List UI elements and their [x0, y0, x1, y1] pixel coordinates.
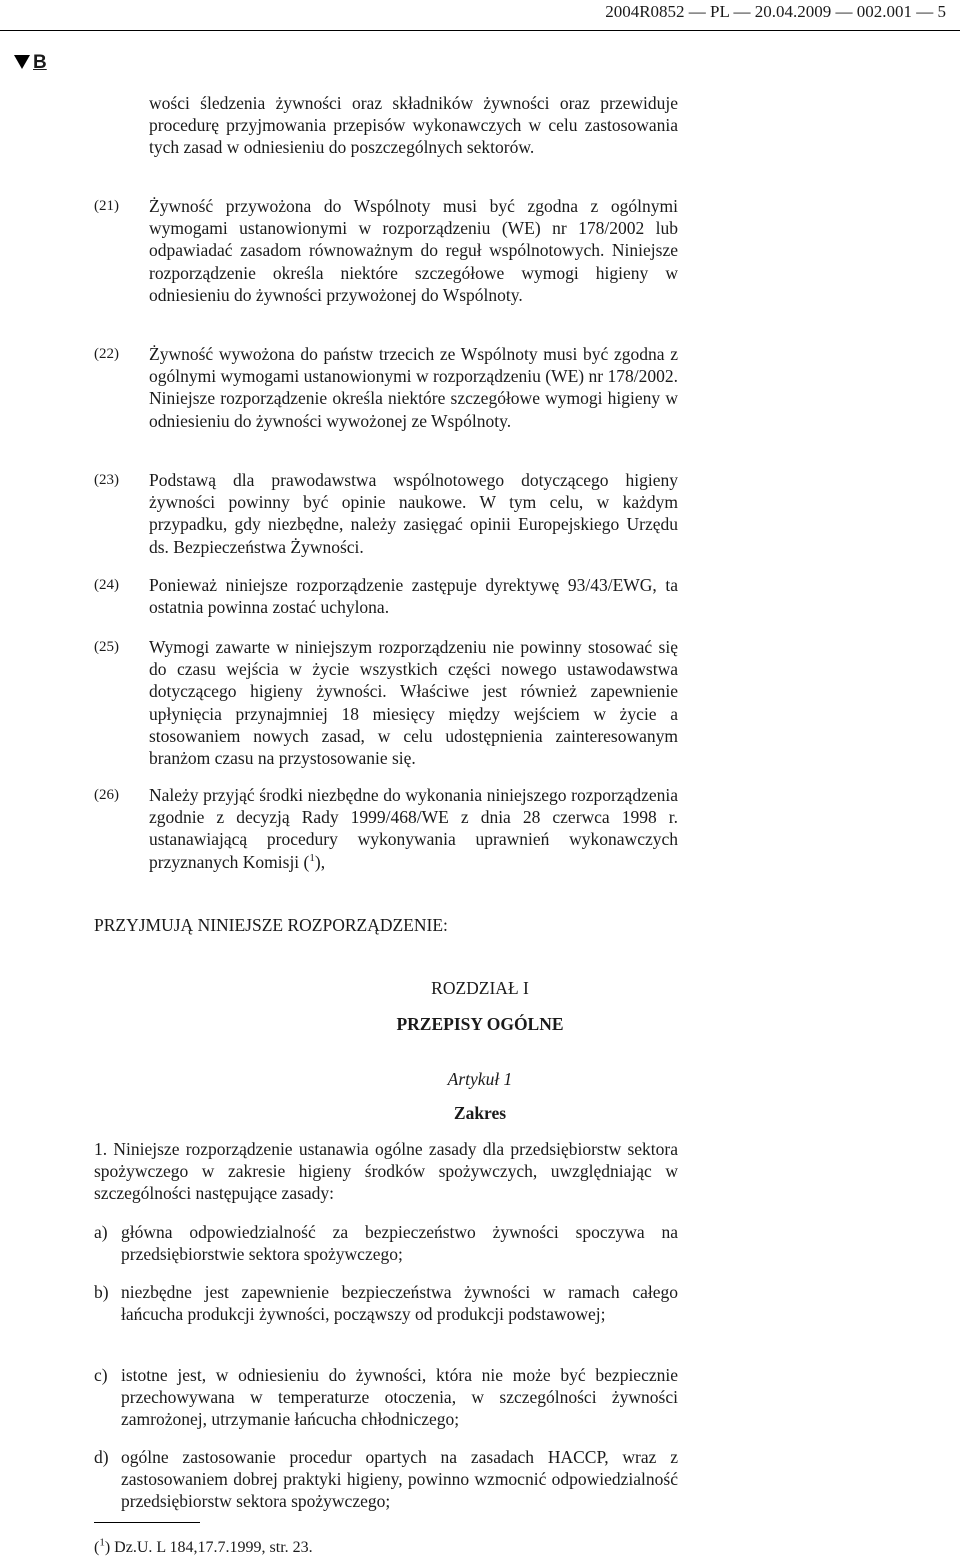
chapter-label: ROZDZIAŁ I — [431, 978, 529, 998]
footnote-number: 1 — [99, 1536, 105, 1549]
recital-23 — [94, 469, 678, 558]
list-item-a — [94, 1221, 678, 1265]
triangle-down-icon — [14, 55, 30, 69]
recital-22 — [94, 343, 678, 432]
article-title: Zakres — [453, 1103, 507, 1123]
list-item-text: główna odpowiedzialność za bezpieczeństwo żywności spoczywa na przedsiębiorstwie sektora spożywczego; — [121, 1222, 678, 1265]
recital-24 — [94, 574, 678, 618]
recital-number: (26) — [94, 787, 119, 803]
recital-number: (21) — [94, 198, 119, 214]
list-item-text: istotne jest, w odniesieniu do żywności, która nie może być bezpiecznie przechowywana w temperaturze otoczenia, w szczególności żywności zamrożonej, utrzymanie łańcucha chłodniczego; — [121, 1365, 678, 1430]
recital-number: (24) — [94, 577, 119, 593]
footnote: ($^1$) Dz.U. L 184,17.7.1999, str. 23. — [94, 1536, 313, 1556]
list-item-c — [94, 1364, 678, 1431]
footnote-text: Dz.U. L 184,17.7.1999, str. 23. — [114, 1539, 313, 1556]
article-label: Artykuł 1 — [447, 1069, 513, 1089]
recital-text: Ponieważ niniejsze rozporządzenie zastępuje dyrektywę 93/43/EWG, ta ostatnia powinna zostać uchylona. — [149, 575, 678, 618]
recital-text: Wymogi zawarte w niniejszym rozporządzeniu nie powinny stosować się do czasu wejścia w życie wszystkich części nowego ustawodawstwa dotyczącego higieny żywności. Właściwe jest również zapewnienie upłynięcia przynajmniej 18 miesięcy między wejściem w życie a stosowaniem nowych zasad, w celu udostępnienia zainteresowanym branżom czasu na przystosowanie się. — [149, 637, 678, 769]
footnote-divider — [94, 1522, 200, 1523]
list-item-text: ogólne zastosowanie procedur opartych na zasadach HACCP, wraz z zastosowaniem dobrej praktyki higieny, powinno wzmocnić odpowiedzialność przedsiębiorstw sektora spożywczego; — [121, 1447, 678, 1512]
intro-text: wości śledzenia żywności oraz składników żywności oraz przewiduje procedurę przyjmowania przepisów wykonawczych w celu zastosowania tych zasad w odniesieniu do poszczególnych sektorów. — [149, 93, 678, 158]
list-item-b — [94, 1281, 678, 1325]
recital-text — [149, 784, 678, 873]
recital-number: (22) — [94, 346, 119, 362]
list-item-d — [94, 1446, 678, 1513]
list-item-label: c) — [94, 1365, 108, 1385]
recital-26-tail: ), — [314, 851, 326, 872]
recital-text: Żywność wywożona do państw trzecich ze Wspólnoty musi być zgodna z ogólnymi wymogami ustanowionymi w rozporządzeniu (WE) nr 178/2002. Niniejsze rozporządzenie określa niektóre szczegółowe wymogi higieny w odniesieniu do żywności wywożonej ze Wspólnoty. — [149, 344, 678, 431]
recital-26-text: Należy przyjąć środki niezbędne do wykonania niniejszego rozporządzenia zgodnie z decyzją Rady 1999/468/WE z dnia 28 czerwca 1998 r. ustanawiającą procedury wykonywania uprawnień wykonawczych przyznanych Komisji ( — [149, 785, 678, 872]
adoption-formula: PRZYJMUJĄ NINIEJSZE ROZPORZĄDZENIE: — [94, 915, 448, 935]
chapter-title: PRZEPISY OGÓLNE — [396, 1014, 564, 1034]
article-paragraph-1: 1. Niniejsze rozporządzenie ustanawia ogólne zasady dla przedsiębiorstw sektora spożywczego w zakresie higieny środków spożywczych, uwzględniając w szczególności następujące zasady: — [94, 1139, 678, 1204]
recital-number: (23) — [94, 472, 119, 488]
list-item-label: a) — [94, 1222, 108, 1242]
recital-number: (25) — [94, 639, 119, 655]
document-reference: 2004R0852 — PL — 20.04.2009 — 002.001 — 5 — [605, 2, 946, 21]
recital-21 — [94, 195, 678, 306]
page-header — [0, 0, 960, 31]
list-item-label: d) — [94, 1447, 109, 1467]
recital-text: Podstawą dla prawodawstwa wspólnotowego dotyczącego higieny żywności powinny być opinie naukowe. W tym celu, w każdym przypadku, gdy niezbędne, należy zasięgać opinii Europejskiego Urzędu ds. Bezpieczeństwa Żywności. — [149, 470, 678, 557]
recital-text: Żywność przywożona do Wspólnoty musi być zgodna z ogólnymi wymogami ustanowionymi w rozporządzeniu (WE) nr 178/2002 lub odpawiadać zasadom równoważnym do reguł wspólnotowych. Niniejsze rozporządzenie określa niektóre szczegółowe wymogi higieny w odniesieniu do żywności przywożonej do Wspólnoty. — [149, 196, 678, 305]
recital-25 — [94, 636, 678, 769]
list-item-text: niezbędne jest zapewnienie bezpieczeństwa żywności w ramach całego łańcucha produkcji żywności, począwszy od produkcji podstawowej; — [121, 1282, 678, 1325]
recital-26 — [94, 784, 678, 873]
amendment-marker — [14, 52, 47, 74]
footnote-reference[interactable]: 1 — [309, 851, 315, 864]
marker-letter: B — [33, 52, 47, 73]
list-item-label: b) — [94, 1282, 109, 1302]
